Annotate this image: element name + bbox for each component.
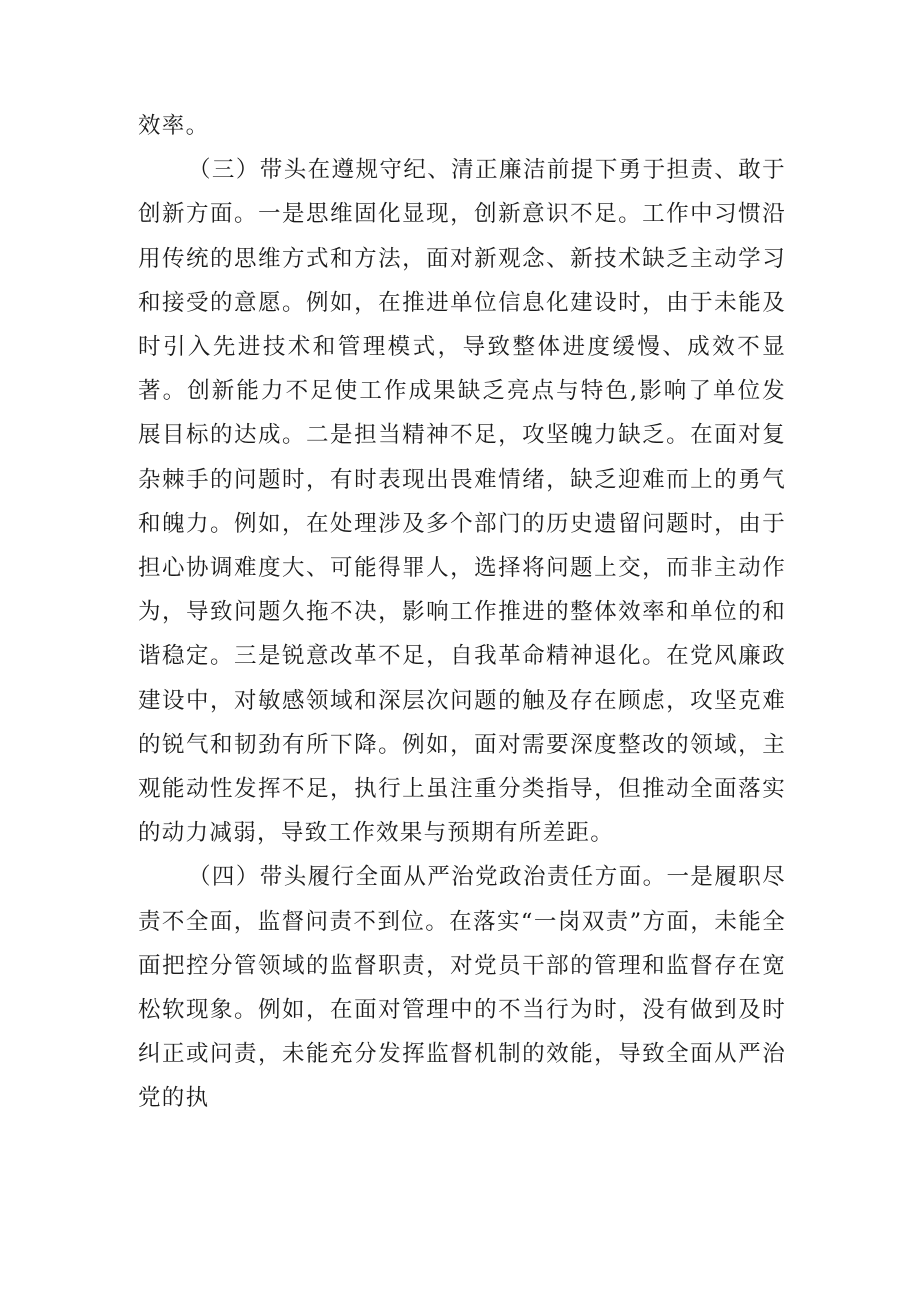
paragraph-section-three: （三）带头在遵规守纪、清正廉洁前提下勇于担责、敢于创新方面。一是思维固化显现，创新意识不足。工作中习惯沿用传统的思维方式和方法，面对新观念、新技术缺乏主动学习和接受的意愿。例如，在推进单位信息化建设时，由于未能及时引入先进技术和管理模式，导致整体进度缓慢、成效不显著。创新能力不足使工作成果缺乏亮点与特色,影响了单位发展目标的达成。二是担当精神不足，攻坚魄力缺乏。在面对复杂棘手的问题时，有时表现出畏难情绪，缺乏迎难而上的勇气和魄力。例如，在处理涉及多个部门的历史遗留问题时，由于担心协调难度大、可能得罪人，选择将问题上交，而非主动作为，导致问题久拖不决，影响工作推进的整体效率和单位的和谐稳定。三是锐意改革不足，自我革命精神退化。在党风廉政建设中，对敏感领域和深层次问题的触及存在顾虑，攻坚克难的锐气和韧劲有所下降。例如，面对需要深度整改的领域，主观能动性发挥不足，执行上虽注重分类指导，但推动全面落实的动力减弱，导致工作效果与预期有所差距。 bbox=[138, 157, 786, 847]
paragraph-continuation: 效率。 bbox=[138, 113, 210, 139]
paragraph-section-four: （四）带头履行全面从严治党政治责任方面。一是履职尽责不全面，监督问责不到位。在落实“一岗双责”方面，未能全面把控分管领域的监督职责，对党员干部的管理和监督存在宽松软现象。例如，在面对管理中的不当行为时，没有做到及时纠正或问责，未能充分发挥监督机制的效能，导致全面从严治党的执 bbox=[138, 864, 786, 1112]
document-page bbox=[138, 104, 786, 1121]
